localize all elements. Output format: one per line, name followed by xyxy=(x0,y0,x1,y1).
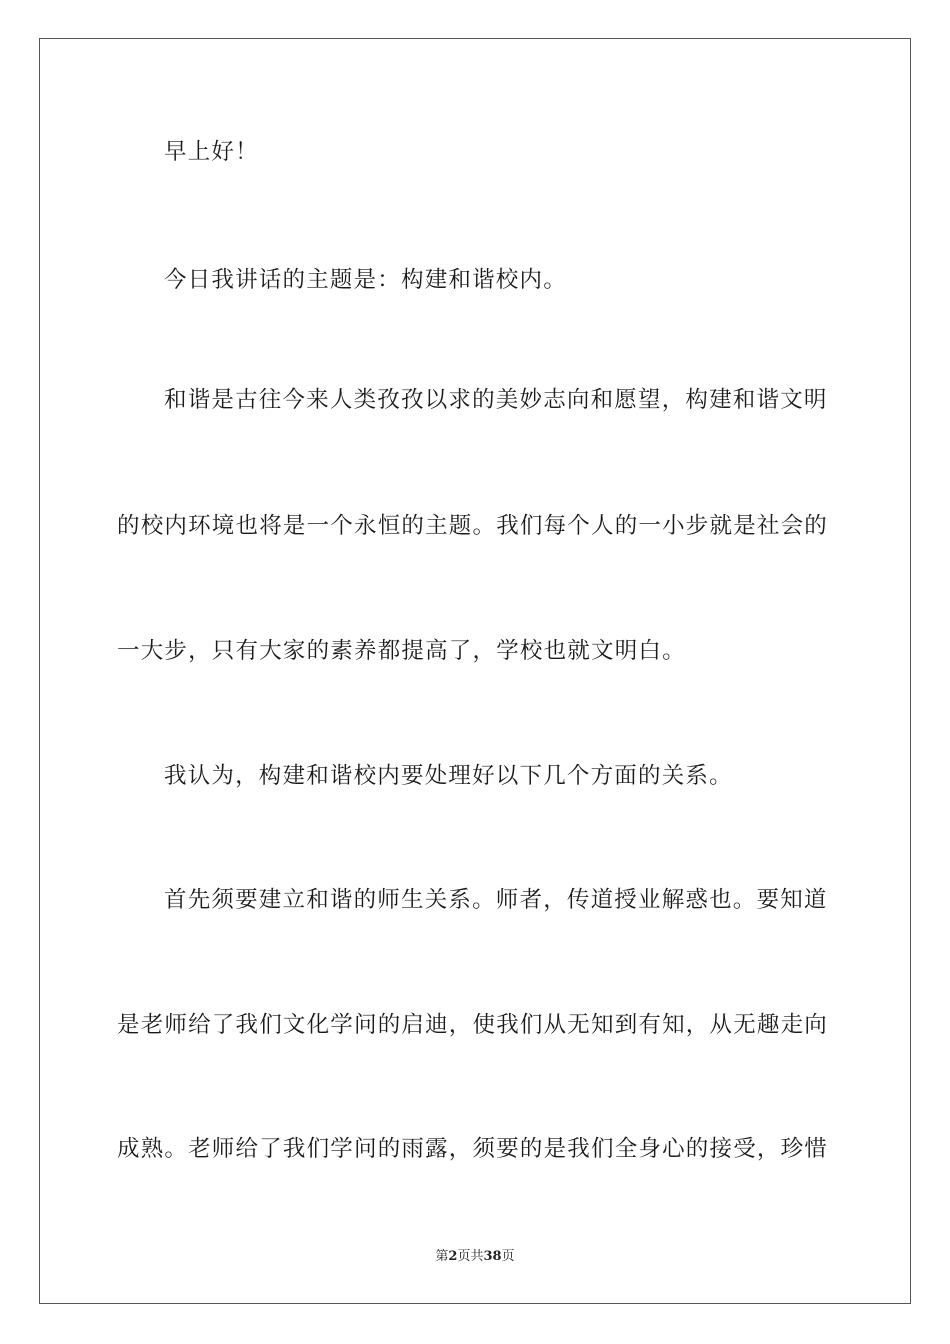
text-line: 首先须要建立和谐的师生关系。师者，传道授业解惑也。要知道 xyxy=(164,887,828,913)
text-line: 今日我讲话的主题是：构建和谐校内。 xyxy=(164,267,567,293)
text-line: 的校内环境也将是一个永恒的主题。我们每个人的一小步就是社会的 xyxy=(117,513,829,539)
text-line: 我认为，构建和谐校内要处理好以下几个方面的关系。 xyxy=(164,763,733,789)
total-suffix: 页 xyxy=(501,1249,515,1264)
page-prefix: 第 xyxy=(435,1249,449,1264)
page-border xyxy=(39,38,911,1304)
page-footer xyxy=(0,1248,950,1266)
total-page-count: 38 xyxy=(483,1249,502,1264)
text-line: 和谐是古往今来人类孜孜以求的美妙志向和愿望，构建和谐文明 xyxy=(164,387,828,413)
greeting-line: 早上好！ xyxy=(164,139,259,165)
current-page-number: 2 xyxy=(448,1249,458,1264)
text-line: 一大步，只有大家的素养都提高了，学校也就文明白。 xyxy=(117,638,686,664)
text-line: 成熟。老师给了我们学问的雨露，须要的是我们全身心的接受，珍惜 xyxy=(117,1136,829,1162)
total-prefix: 共 xyxy=(470,1249,484,1264)
page-suffix: 页 xyxy=(457,1249,471,1264)
text-line: 是老师给了我们文化学问的启迪，使我们从无知到有知，从无趣走向 xyxy=(117,1012,829,1038)
